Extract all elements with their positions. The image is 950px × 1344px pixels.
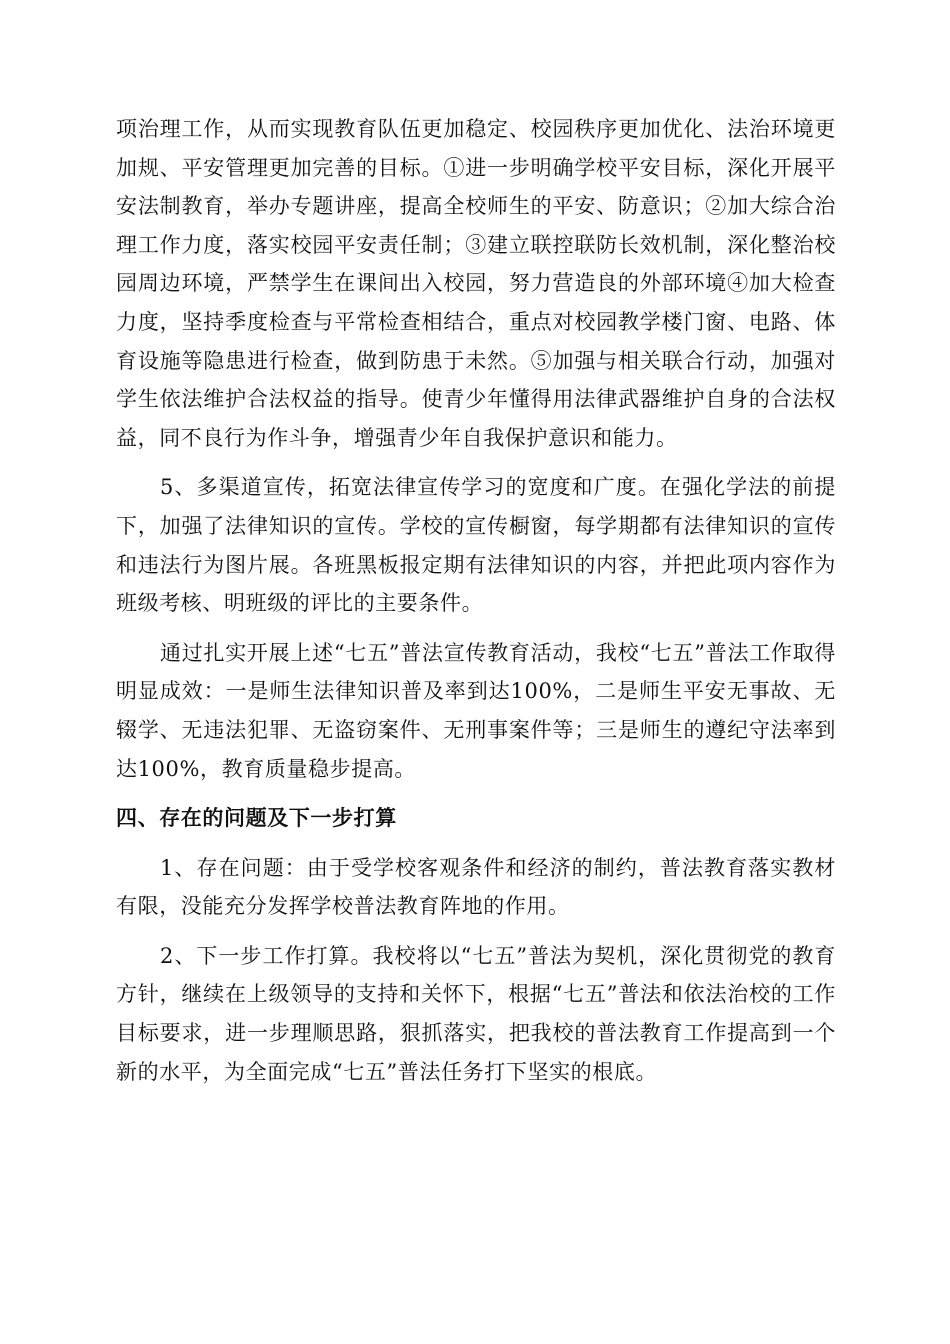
section-heading-problems-next-steps: 四、存在的问题及下一步打算 (116, 806, 397, 831)
paragraph-next-step-plan: 2、下一步工作打算。我校将以“七五”普法为契机，深化贯彻党的教育方针，继续在上级领导的支持和关怀下，根据“七五”普法和依法治校的工作目标要求，进一步理顺思路，狠抓落实，把我校的普法教育工作提高到一个新的水平，为全面完成“七五”普法任务打下坚实的根底。 (116, 943, 836, 1084)
paragraph-existing-problems: 1、存在问题：由于受学校客观条件和经济的制约，普法教育落实教材有限，没能充分发挥学校普法教育阵地的作用。 (116, 855, 836, 919)
paragraph-safety-measures: 项治理工作，从而实现教育队伍更加稳定、校园秩序更加优化、法治环境更加规、平安管理更加完善的目标。①进一步明确学校平安目标，深化开展平安法制教育，举办专题讲座，提高全校师生的平安、防意识；②加大综合治理工作力度，落实校园平安责任制；③建立联控联防长效机制，深化整治校园周边环境，严禁学生在课间出入校园，努力营造良的外部环境④加大检查力度，坚持季度检查与平常检查相结合，重点对校园教学楼门窗、电路、体育设施等隐患进行检查，做到防患于未然。⑤加强与相关联合行动，加强对学生依法维护合法权益的指导。使青少年懂得用法律武器维护自身的合法权益，同不良行为作斗争，增强青少年自我保护意识和能力。 (116, 117, 836, 450)
paragraph-multichannel-publicity: 5、多渠道宣传，拓宽法律宣传学习的宽度和广度。在强化学法的前提下，加强了法律知识的宣传。学校的宣传橱窗，每学期都有法律知识的宣传和违法行为图片展。各班黑板报定期有法律知识的内容，并把此项内容作为班级考核、明班级的评比的主要条件。 (116, 475, 836, 616)
paragraph-achievements: 通过扎实开展上述“七五”普法宣传教育活动，我校“七五”普法工作取得明显成效：一是师生法律知识普及率到达100%，二是师生平安无事故、无辍学、无违法犯罪、无盗窃案件、无刑事案件等；三是师生的遵纪守法率到达100%，教育质量稳步提高。 (116, 640, 836, 781)
document-body (116, 110, 836, 1102)
